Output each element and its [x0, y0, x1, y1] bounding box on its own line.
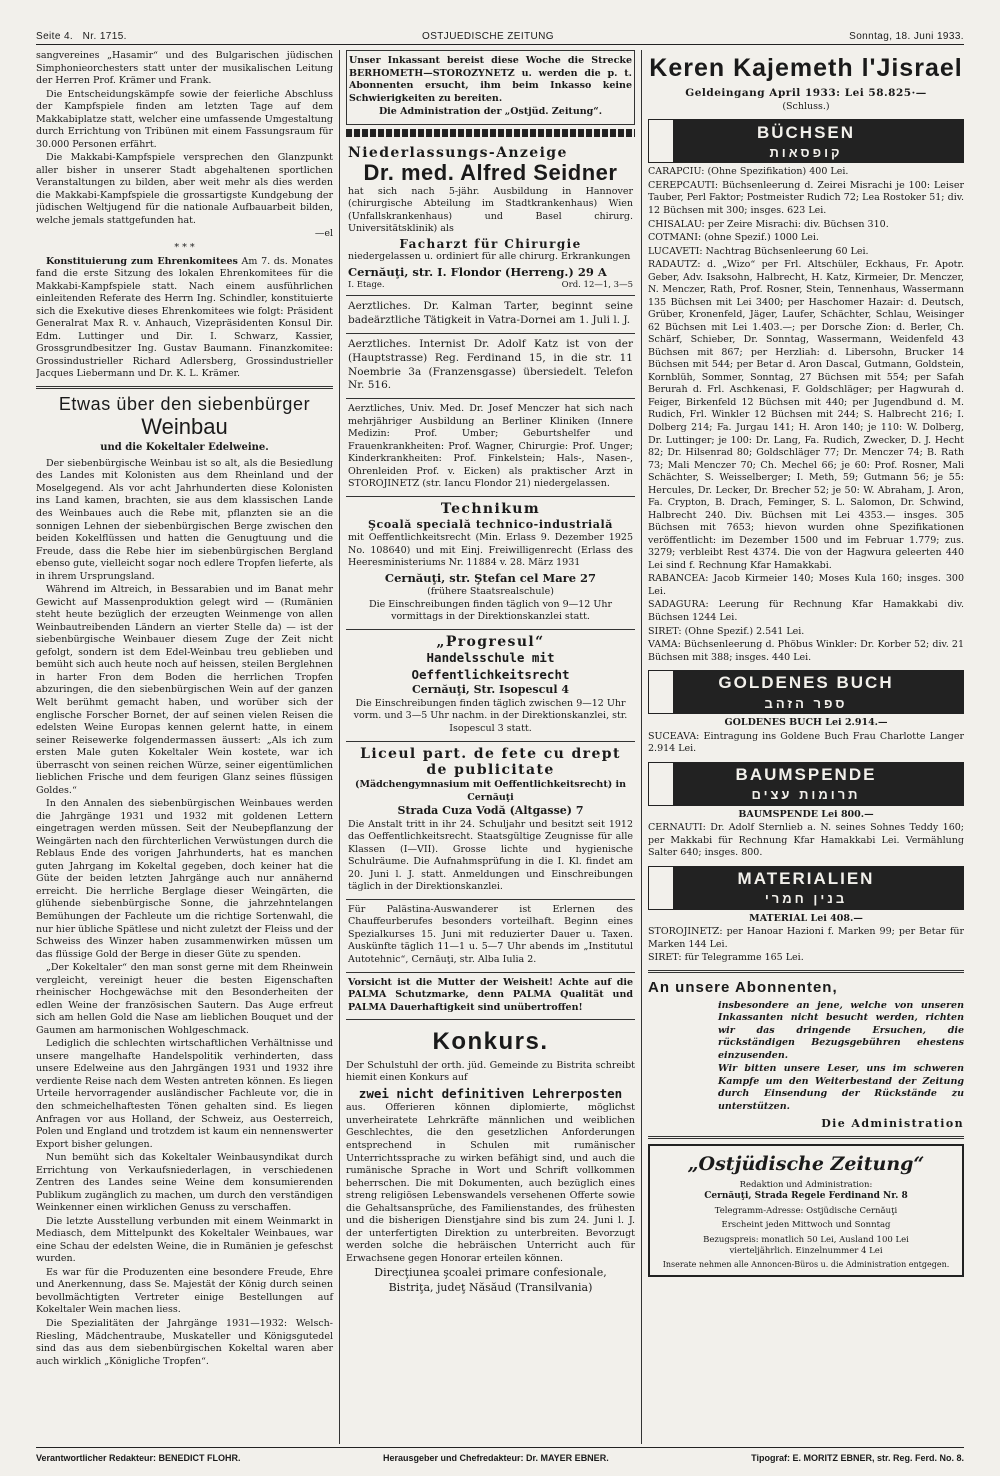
banner-hebrew: תרומות עצים — [751, 787, 861, 803]
ad-text: niedergelassen u. ordiniert für alle chirurg. Erkrankungen — [348, 251, 631, 263]
ad-specialty: Facharzt für Chirurgie — [399, 236, 582, 251]
ad-text: Der Schulstuhl der orth. jüd. Gemeinde zu Bistrita schreibt hiemit einen Konkurs auf — [346, 1059, 635, 1084]
ad-text: hat sich nach 5-jähr. Ausbildung in Hannover (chirurgische Abteilung im Stadtkrankenhaus) Wien (Unfallskrankenhaus) und Basel chirurg. Universitätsklinik) als — [348, 185, 633, 235]
article-title: Etwas über den siebenbürger — [58, 393, 311, 414]
notice-signature: Die Administration der „Ostjüd. Zeitung“. — [378, 106, 603, 118]
notice-inkassant — [346, 50, 635, 125]
notice-text: Wir bitten unsere Leser, uns im schweren Kampfe um den Weiterbestand der Zeitung durch Einsendung der Rückstände zu unterstützen. — [718, 1063, 964, 1112]
ad-subheading: Handelsschule mit Oeffentlichkeitsrecht — [411, 650, 570, 682]
banner-label: GOLDENES BUCH — [718, 673, 894, 693]
ad-heading: Liceul part. de fete cu drept de publicitate — [360, 745, 621, 779]
donation-entry: CEREPCAUTI: Büchsenleerung d. Zeirei Misrachi je 100: Leiser Tauber, Perl Faktor; Postmeister Rudich 72; Lea Rostoker 51; div. 12 Büchsen mit 300; insges. 623 Lei. — [648, 179, 964, 216]
notice-text: insbesondere an jene, welche von unseren Inkassanten nicht besucht werden, richten wir das dringende Ersuchen, die rückständigen Bezugsgebühren ehestens einzusenden. — [718, 999, 964, 1061]
donation-entry: SUCEAVA: Eintragung ins Goldene Buch Frau Charlotte Langer 2.914 Lei. — [648, 730, 964, 755]
publisher-line: Erscheint jeden Mittwoch und Sonntag — [721, 1220, 891, 1231]
paper-name: OSTJUEDISCHE ZEITUNG — [422, 31, 554, 42]
ad-signature: Direcţiunea şcoalei primare confesionale, — [374, 1266, 607, 1280]
article-title-line2: Weinbau — [141, 413, 228, 439]
publisher-price: Bezugspreis: monatlich 50 Lei, Ausland 100 Lei — [703, 1234, 909, 1245]
notice-signature: Die Administration — [821, 1116, 964, 1130]
donation-entry: CHISALAU: per Zeire Misrachi: div. Büchsen 310. — [648, 218, 889, 230]
donation-entry: STOROJINETZ: per Hanoar Hazioni f. Marken 99; per Betar für Marken 144 Lei. — [648, 926, 964, 950]
ad-heading: „Progresul“ — [436, 633, 545, 650]
page-footer — [36, 1447, 964, 1466]
article-paragraph: Es war für die Produzenten eine besondere Freude, Ehre und Anerkennung, dass Se. Majestät der König durch seinen bevollmächtigten Vertreter einige Bestellungen auf Kokeltaler Wein machen liess. — [36, 1266, 333, 1316]
publisher-line: Inserate nehmen alle Annoncen-Büros u. die Administration entgegen. — [662, 1260, 950, 1270]
donation-entry: RADAUTZ: d. „Wizo“ per Frl. Altschüler, Eckhaus, Fr. Apotr. Geber, Adv. Isaksohn, Halbrecht, H. Katz, Kirmeier, Dr. Menczer, N. Menczer, Rath, Prof. Rosner, Stein, Tennenhaus, Wassermann 135 Büchsen mit Lei 3400; per Haschomer Hazair: d. Deutsch, Grüber, Kronenfeld, Jäger, Laufer, Schächter, Schlau, Weisinger 62 Büchsen mit Lei 1.403.—; per Dorsche Zion: d. Berler, Ch. Schärf, Schieber, Dr. Sonntag, Wassermann, Weidenfeld 43 Büchsen mit 867; per Herzliah: d. Libersohn, Brucker 14 Büchsen mit 544; per Betar d. Aron Dascal, Gutmann, Goldstein, Kornblüh, Sommer, Sonntag, 27 Büchsen mit 554; per Safah Berurah d. Frl. Aschkenasi, F. Goldschläger; per Hagwurah d. Feiger, Birkenfeld 12 Büchsen mit 440; per Jugendbund d. M. Rudich, Frl. Winkler 12 Büchsen mit 244; S. Halbrecht 216; I. Dolberg 214; Fa. Jurgau 141; H. Aron 140; je 110: W. Dolberg, Dr. Luttinger; je 100: Dr. Lang, Fa. Rudich, Zwecker, D. J. Hecht 82; Dr. Hilsenrad 80; Goldschläger 77; Dr. Menczer 74; B. Rath 73; Mali Menczer 70; Ch. Mechel 66; je 60: Prof. Rosner, Mali Schächter, S. Weisselberger; I. Meth, 59; Gutmann 56; je 55: Hercules, Dr. Lecker, Dr. Brecher 52; je 50: W. Abraham, J. Aron, Fa. Crypton, B. Drach, Feminger, S. L. Salomon, Dr. Schwind, Halbrecht 240. Div. Büchsen mit Lei 4353.— insges. 305 Büchsen mit 7653; hievon wurden ohne Spezifikationen veröffentlicht: im Dezember 1500 und im Februar 1.779; zus. 3279; verbleibt Rest 4374. Die von der Hagwura geleerten 440 Lei sind f. Rechnung Kfar Hamakkabi. — [648, 259, 964, 571]
donation-total: GOLDENES BUCH Lei 2.914.— — [724, 717, 888, 729]
article-paragraph: Während im Altreich, in Bessarabien und im Banat mehr Gewicht auf Massenproduktion gelegt wird — (Rumänien steht heute bezüglich der erzeugten Weinmenge von allen Weinbautreibenden Ländern an vierter Stelle da) — ist der siebenbürgische Weinbauer diesem Zuge der Zeit nicht gefolgt, sondern ist dem Edel-Weinbau treu geblieben und bemüht sich auch heute noch auf heissen, steilen Berglehnen in harter Fron dem Boden die herrlichen Tropfen abzuringen, die den siebenbürgischen Wein auf der ganzen Welt berühmt gemacht haben, und worüber sich der englische Forscher Bornet, der auf seinen vielen Reisen die edelsten Weine Europas kennen gelernt hatte, in einem seiner Reisewerke folgendermassen äussert: „Als ich zum ersten Male guten Kokeltaler Wein kostete, war ich überrascht von seinen reichen Würze, seiner eigentümlichen lieblichen Frische und dem feurigen Glanz seines flüssigen Goldes.“ — [36, 584, 333, 796]
divider — [648, 1136, 964, 1139]
ad-seidner — [346, 141, 635, 296]
donation-entry: CERNAUTI: Dr. Adolf Sternlieb a. N. seines Sohnes Teddy 160; per Makkabi für Rechnung Kfar Hamakkabi Lei. Vermählung Salter 640; insges. 800. — [648, 822, 964, 859]
footer-publisher: Herausgeber und Chefredakteur: Dr. MAYER EBNER. — [382, 1453, 609, 1463]
ad-text: (frühere Staatsrealschule) — [427, 586, 554, 598]
masthead — [36, 22, 964, 45]
donation-total: BAUMSPENDE Lei 800.— — [738, 808, 874, 820]
ad-heading: Technikum — [440, 500, 541, 517]
banner-buechsen — [648, 119, 964, 163]
ad-address: Strada Cuza Vodă (Altgasse) 7 — [397, 804, 584, 818]
article-paragraph: Nun bemüht sich das Kokeltaler Weinbausyndikat durch Errichtung von Verkaufsniederlagen, in verschiedenen Zentren des Landes seine Weine dem konsumierenden Publikum zugänglich zu machen, um durch den verständigen Weinkenner einen wirklichen Genuss zu verschaffen. — [36, 1152, 333, 1214]
ad-name: Dr. med. Alfred Seidner — [363, 160, 618, 186]
section-divider: * * * — [174, 241, 195, 253]
article-paragraph: Die letzte Ausstellung verbunden mit einem Weinmarkt in Mediasch, dem Mittelpunkt des Kokeltaler Weinbaues, war eine Schau der edelsten Weine, die in Rumänien je gefeschst wurden. — [36, 1215, 333, 1265]
banner-goldenes-buch — [648, 670, 964, 714]
decorative-rule — [346, 129, 635, 137]
ad-subheading: Şcoală specială technico-industrială — [368, 517, 613, 531]
ad-katz — [346, 334, 635, 399]
article-paragraph: Die Makkabi-Kampfspiele versprechen den Glanzpunkt aller bisher in unserer Stadt abgehaltenen sportlichen Veranstaltungen zu bilden, aber weit mehr als dies werden die Makkabi-Kampfspiele die grossartigste Kundgebung der jüdischen Weltjugend für die nationale Aufbauarbeit bilden, welche jemals stattgefunden hat. — [36, 152, 333, 226]
footer-printer: Tipograf: E. MORITZ EBNER, str. Reg. Ferd. No. 8. — [751, 1453, 964, 1463]
ad-liceul — [346, 742, 635, 900]
ad-text: Aerztliches. Internist Dr. Adolf Katz ist von der (Hauptstrasse) Reg. Ferdinand 15, in die str. 11 Noembrie 3a (Franzensgasse) übersiedelt. Telefon Nr. 516. — [348, 337, 633, 392]
ad-menczer — [346, 399, 635, 497]
publisher-line: Redaktion und Administration: — [739, 1180, 873, 1191]
banner-hebrew: בנין חמרי — [764, 891, 848, 907]
ad-progresul — [346, 630, 635, 742]
article-paragraph: Die Entscheidungskämpfe sowie der feierliche Abschluss der Kampfspiele finden am letzten Tage auf dem Makkabiplatze statt, welcher eine umfassende Umgestaltung durch Errichtung von Tribünen mit einem Fassungsraum für 30.000 Personen erfährt. — [36, 88, 333, 150]
banner-label: MATERIALIEN — [737, 869, 875, 889]
ad-heading: Konkurs. — [432, 1028, 549, 1056]
ad-floor: I. Etage. — [348, 279, 385, 290]
divider — [36, 386, 333, 389]
ad-text: mit Oeffentlichkeitsrecht (Min. Erlass 9. Dezember 1925 No. 108640) und mit Einj. Freiwilligenrecht (Erlass des Heeresministeriums Nr. 11884 v. 28. März 1931 — [348, 532, 633, 569]
section-title: Keren Kajemeth l'Jisrael — [649, 54, 963, 82]
banner-materialien — [648, 866, 964, 910]
article-paragraph: sangvereines „Hasamir“ und des Bulgarischen jüdischen Simphonieorchesters statt unter der musikalischen Leitung der Herren Prof. Krämer und Frank. — [36, 50, 333, 87]
article-signature: —el — [314, 228, 333, 240]
column-left — [36, 50, 340, 1444]
banner-label: BÜCHSEN — [756, 122, 856, 142]
ad-text: Die Einschreibungen finden täglich zwischen 9—12 Uhr vorm. und 3—5 Uhr nachm. in der Direktionskanzlei, str. Isopescul 3 statt. — [353, 697, 628, 734]
ad-ordination: Ord. 12—1, 3—5 — [561, 279, 633, 290]
article-paragraph: „Der Kokeltaler“ den man sonst gerne mit dem Rheinwein vergleicht, vereinigt heuer die besten Eigenschaften rheinischer Hochgewächse mit den Besonderheiten der edlen Weine der französischen Sautern. Das Auge erfreut sich am hellen Gold die Nase am lieblichen Bouquet und der Gaumen am harmonischen Wohlgeschmack. — [36, 962, 333, 1036]
banner-hebrew: ספר הזהב — [764, 695, 848, 711]
footer-editor: Verantwortlicher Redakteur: BENEDICT FLOHR. — [36, 1453, 241, 1463]
ad-text: Aerztliches, Univ. Med. Dr. Josef Menczer hat sich nach mehrjähriger Ausbildung an Berliner Kliniken (Innere Medizin: Prof. Umber; Geburtshelfer und Frauenkrankheiten: Prof. Wagner, Chirurgie: Prof. Unger; Kinderkrankheiten: Prof. Finkelstein; Hals-, Nasen-, Ohrenleiden Prof. v. Eicken) als praktischer Arzt in STOROJINETZ (str. Iancu Flondor 21) niedergelassen. — [348, 403, 633, 490]
ad-text: Die Anstalt tritt in ihr 24. Schuljahr und besitzt seit 1912 das Oeffentlichkeitsrecht. Staatsgültige Zeugnisse für alle Klassen (I—VII). Grosse lichte und hygienische Schulräume. Die Aufnahmsprüfung in die I. Kl. findet am 20. Juni l. J. statt. Anmeldungen und Einschreibungen täglich in der Direktionskanzlei. — [348, 818, 633, 893]
donation-entry: RABANCEA: Jacob Kirmeier 140; Moses Kula 160; insges. 300 Lei. — [648, 573, 964, 597]
banner-baumspende — [648, 762, 964, 806]
donation-entry: SIRET: (Ohne Spezif.) 2.541 Lei. — [648, 625, 805, 637]
ad-heading: Niederlassungs-Anzeige — [348, 144, 568, 161]
column-right — [642, 50, 964, 1444]
banner-hebrew: קופסאות — [769, 145, 843, 161]
ad-subheading: (Mädchengymnasium mit Oeffentlichkeitsrecht) in Cernăuţi — [354, 779, 627, 803]
publisher-price: vierteljährlich. Einzelnummer 4 Lei — [729, 1245, 883, 1256]
ad-palaestina — [346, 900, 635, 973]
ad-address: Cernăuţi, str. I. Flondor (Herreng.) 29 A — [348, 264, 607, 279]
publisher-title: „Ostjüdische Zeitung“ — [687, 1153, 925, 1176]
ad-hours — [348, 280, 633, 291]
article-paragraph: Der siebenbürgische Weinbau ist so alt, als die Besiedlung des Landes mit Kolonisten aus dem Rheinland und der Moselgegend. Als vor acht Jahrhunderten diese Kolonisten ins Land kamen, brachten, sie aus dem klassischen Lande des Weinbaues auch die Rebe mit, pflanzten sie an die sonnigen Lehnen der siebenbürgischen Berge zwischen den beiden Kokelflüssen und hatten die Genugtuung und die Freude, dass die Rebe hier im siebenbürgischen Bergland ebenso gute, vielleicht sogar noch edlere Tropfen lieferte, als in ihrem Ursprungsland. — [36, 457, 333, 582]
columns — [36, 50, 964, 1444]
column-middle — [340, 50, 642, 1444]
article-paragraph: Am 7. ds. Monates fand die erste Sitzung des lokalen Ehrenkomitees für die Makkabi-Kampfspiele statt. Nach einem ausführlichen einleitenden Referate des Herrn Ing. Schindler, konstituierte sich die Exekutive dieses Ehrenkomitees wie folgt: Präsident Generalrat Max R. v. Anhauch, Vizepräsidenten Konsul Dir. Edm. Luttinger und Dir. I. Schwarz, Kassier, Grossgrundbesitzer Ing. Gustav Baumann. Finanzkomitee: Grossindustrieller Richard Adlersberg, Grossindustrieller Jacques Liebermann und Dr. K. L. Krämer. — [36, 255, 334, 380]
notice-title: An unsere Abonnenten, — [648, 978, 838, 996]
paragraph-heading: Konstituierung zum Ehrenkomitees — [46, 255, 238, 267]
article-subtitle: und die Kokeltaler Edelweine. — [100, 441, 269, 453]
issue-date: Sonntag, 18. Juni 1933. — [849, 31, 964, 42]
ad-signature: Bistriţa, judeţ Năsăud (Transilvania) — [388, 1280, 593, 1294]
ad-text: Die Einschreibungen finden täglich von 9—12 Uhr vormittags in der Direktionskanzlei statt. — [368, 598, 612, 623]
ad-text: Vorsicht ist die Mutter der Weisheit! Achte auf die PALMA Schutzmarke, denn PALMA Qualität und PALMA Dauerhaftigkeit sind unübertroffen! — [348, 976, 633, 1013]
ad-technikum — [346, 497, 635, 630]
ad-subheading: zwei nicht definitiven Lehrerposten — [358, 1085, 623, 1101]
donation-entry: SADAGURA: Leerung für Rechnung Kfar Hamakkabi div. Büchsen 1244 Lei. — [648, 599, 964, 623]
ad-palma — [346, 973, 635, 1021]
ad-text: Aerztliches. Dr. Kalman Tarter, beginnt seine badeärztliche Tätigkeit in Vatra-Dornei am 1. Juli l. J. — [348, 300, 633, 326]
section-note: (Schluss.) — [782, 100, 830, 112]
notice-abonnenten — [648, 978, 964, 1131]
donation-entry: CARAPCIU: (Ohne Spezifikation) 400 Lei. — [648, 166, 849, 178]
ad-text: aus. Offerieren können diplomierte, möglichst unverheiratete Lehrkräfte männlichen und weiblichen Geschlechtes, die den gesetzlichen Anforderungen entsprechend in Schulen mit rumänischer Unterrichtssprache zu wirken befähigt sind, und auch die rumänische Sprache in Wort und Schrift vollkommen beherrschen. Die mit Dokumenten, auch bezüglich eines streng religiösen Lebenswandels versehenen Offerte sowie die Gehaltsansprüche, des Familienstandes, des frühesten und die bisherigen Dienstjahre sind bis zum 24. Juni l. J. der unterfertigten Direktion zu unterbreiten. Bevorzugt werden solche die hebräischen Unterricht auch für Erwachsene gegen Honorar erteilen können. — [346, 1102, 635, 1264]
publisher-line: Telegramm-Adresse: Ostjüdische Cernăuţi — [714, 1206, 898, 1217]
ad-address: Cernăuţi, Str. Isopescul 4 — [412, 683, 569, 697]
ad-tarter — [346, 296, 635, 334]
divider — [648, 970, 964, 973]
section-subtitle: Geldeingang April 1933: Lei 58.825·— — [685, 87, 927, 99]
banner-label: BAUMSPENDE — [735, 764, 877, 784]
donation-entry: SIRET: für Telegramme 165 Lei. — [648, 952, 804, 964]
article-paragraph: Die Spezialitäten der Jahrgänge 1931—1932: Welsch-Riesling, Mädchentraube, Muskateller und Königsgutedel sind das aus dem siebenbürgischen Kokeltal waren aber auch wirklich „Königliche Tropfen“. — [36, 1318, 333, 1367]
article-paragraph: Lediglich die schlechten wirtschaftlichen Verhältnisse und unsere mangelhafte Handelspolitik verhinderten, dass unsere Edelweine aus den Jahrgängen 1931 und 1932 ihre verdiente Reise nach dem Westen antreten können. Es liegen Urteile hervorragender ausländischer Fachleute vor, die in den schmeichelhaftesten Tönen gehalten sind. Es liegen Anfragen vor aus Holland, der Schweiz, aus Oesterreich, Polen und England und trotzdem ist kaum ein nennenswerter Export bisher gelungen. — [36, 1038, 333, 1150]
article-paragraph: In den Annalen des siebenbürgischen Weinbaues werden die Jahrgänge 1931 und 1932 mit goldenen Lettern eingetragen werden müssen. Seit der Neubepflanzung der Weingärten nach den fürchterlichen Verwüstungen durch die Reblaus Ende des vorigen Jahrhunderts, hat es manchen guten Jahrgang im Kokeltal gegeben, doch keiner hat die Güte der beiden letzten Jahrgänge auch nur annähernd erreicht. Die herrliche Berglage dieser Weingärten, die glühende siebenbürgische Sonne, die jahrzehntelangen Bemühungen der Fachleute um die richtige Sortenwahl, die nur hier übliche Spätlese und nicht zuletzt der Fleiss und der Schweiss des Winzer haben zusammenwirken müssen um das flüssige Gold der Berge in dieser Güte zu spenden. — [36, 798, 333, 960]
ad-konkurs — [346, 1020, 635, 1295]
donation-entry: LUCAVETI: Nachtrag Büchsenleerung 60 Lei. — [648, 245, 869, 257]
notice-text: Unser Inkassant bereist diese Woche die Strecke BERHOMETH—STOROZYNETZ u. werden die p. t. Abonnenten ersucht, ihm beim Inkasso keine Schwierigkeiten zu bereiten. — [349, 55, 632, 104]
ad-address: Cernăuţi, str. Ştefan cel Mare 27 — [384, 570, 597, 585]
publisher-address: Cernăuţi, Strada Regele Ferdinand Nr. 8 — [704, 1191, 908, 1202]
donation-entry: COTMANI: (ohne Spezif.) 1000 Lei. — [648, 232, 819, 244]
donation-total: MATERIAL Lei 408.— — [749, 912, 863, 924]
page-number: Seite 4. Nr. 1715. — [36, 31, 127, 42]
publisher-box — [648, 1144, 964, 1277]
ad-text: Für Palästina-Auswanderer ist Erlernen des Chauffeurberufes besonders vorteilhaft. Beginn eines Spezialkurses 15. Juni mit reduzierter Dauer u. Taxen. Auskünfte täglich 11—1 u. 5—7 Uhr abends im „Institutul Autotehnic“, Cernăuţi, str. Alba Iulia 2. — [348, 903, 633, 966]
donation-entry: VAMA: Büchsenleerung d. Phöbus Winkler: Dr. Korber 52; div. 21 Büchsen mit 388; insges. 440 Lei. — [648, 639, 964, 663]
